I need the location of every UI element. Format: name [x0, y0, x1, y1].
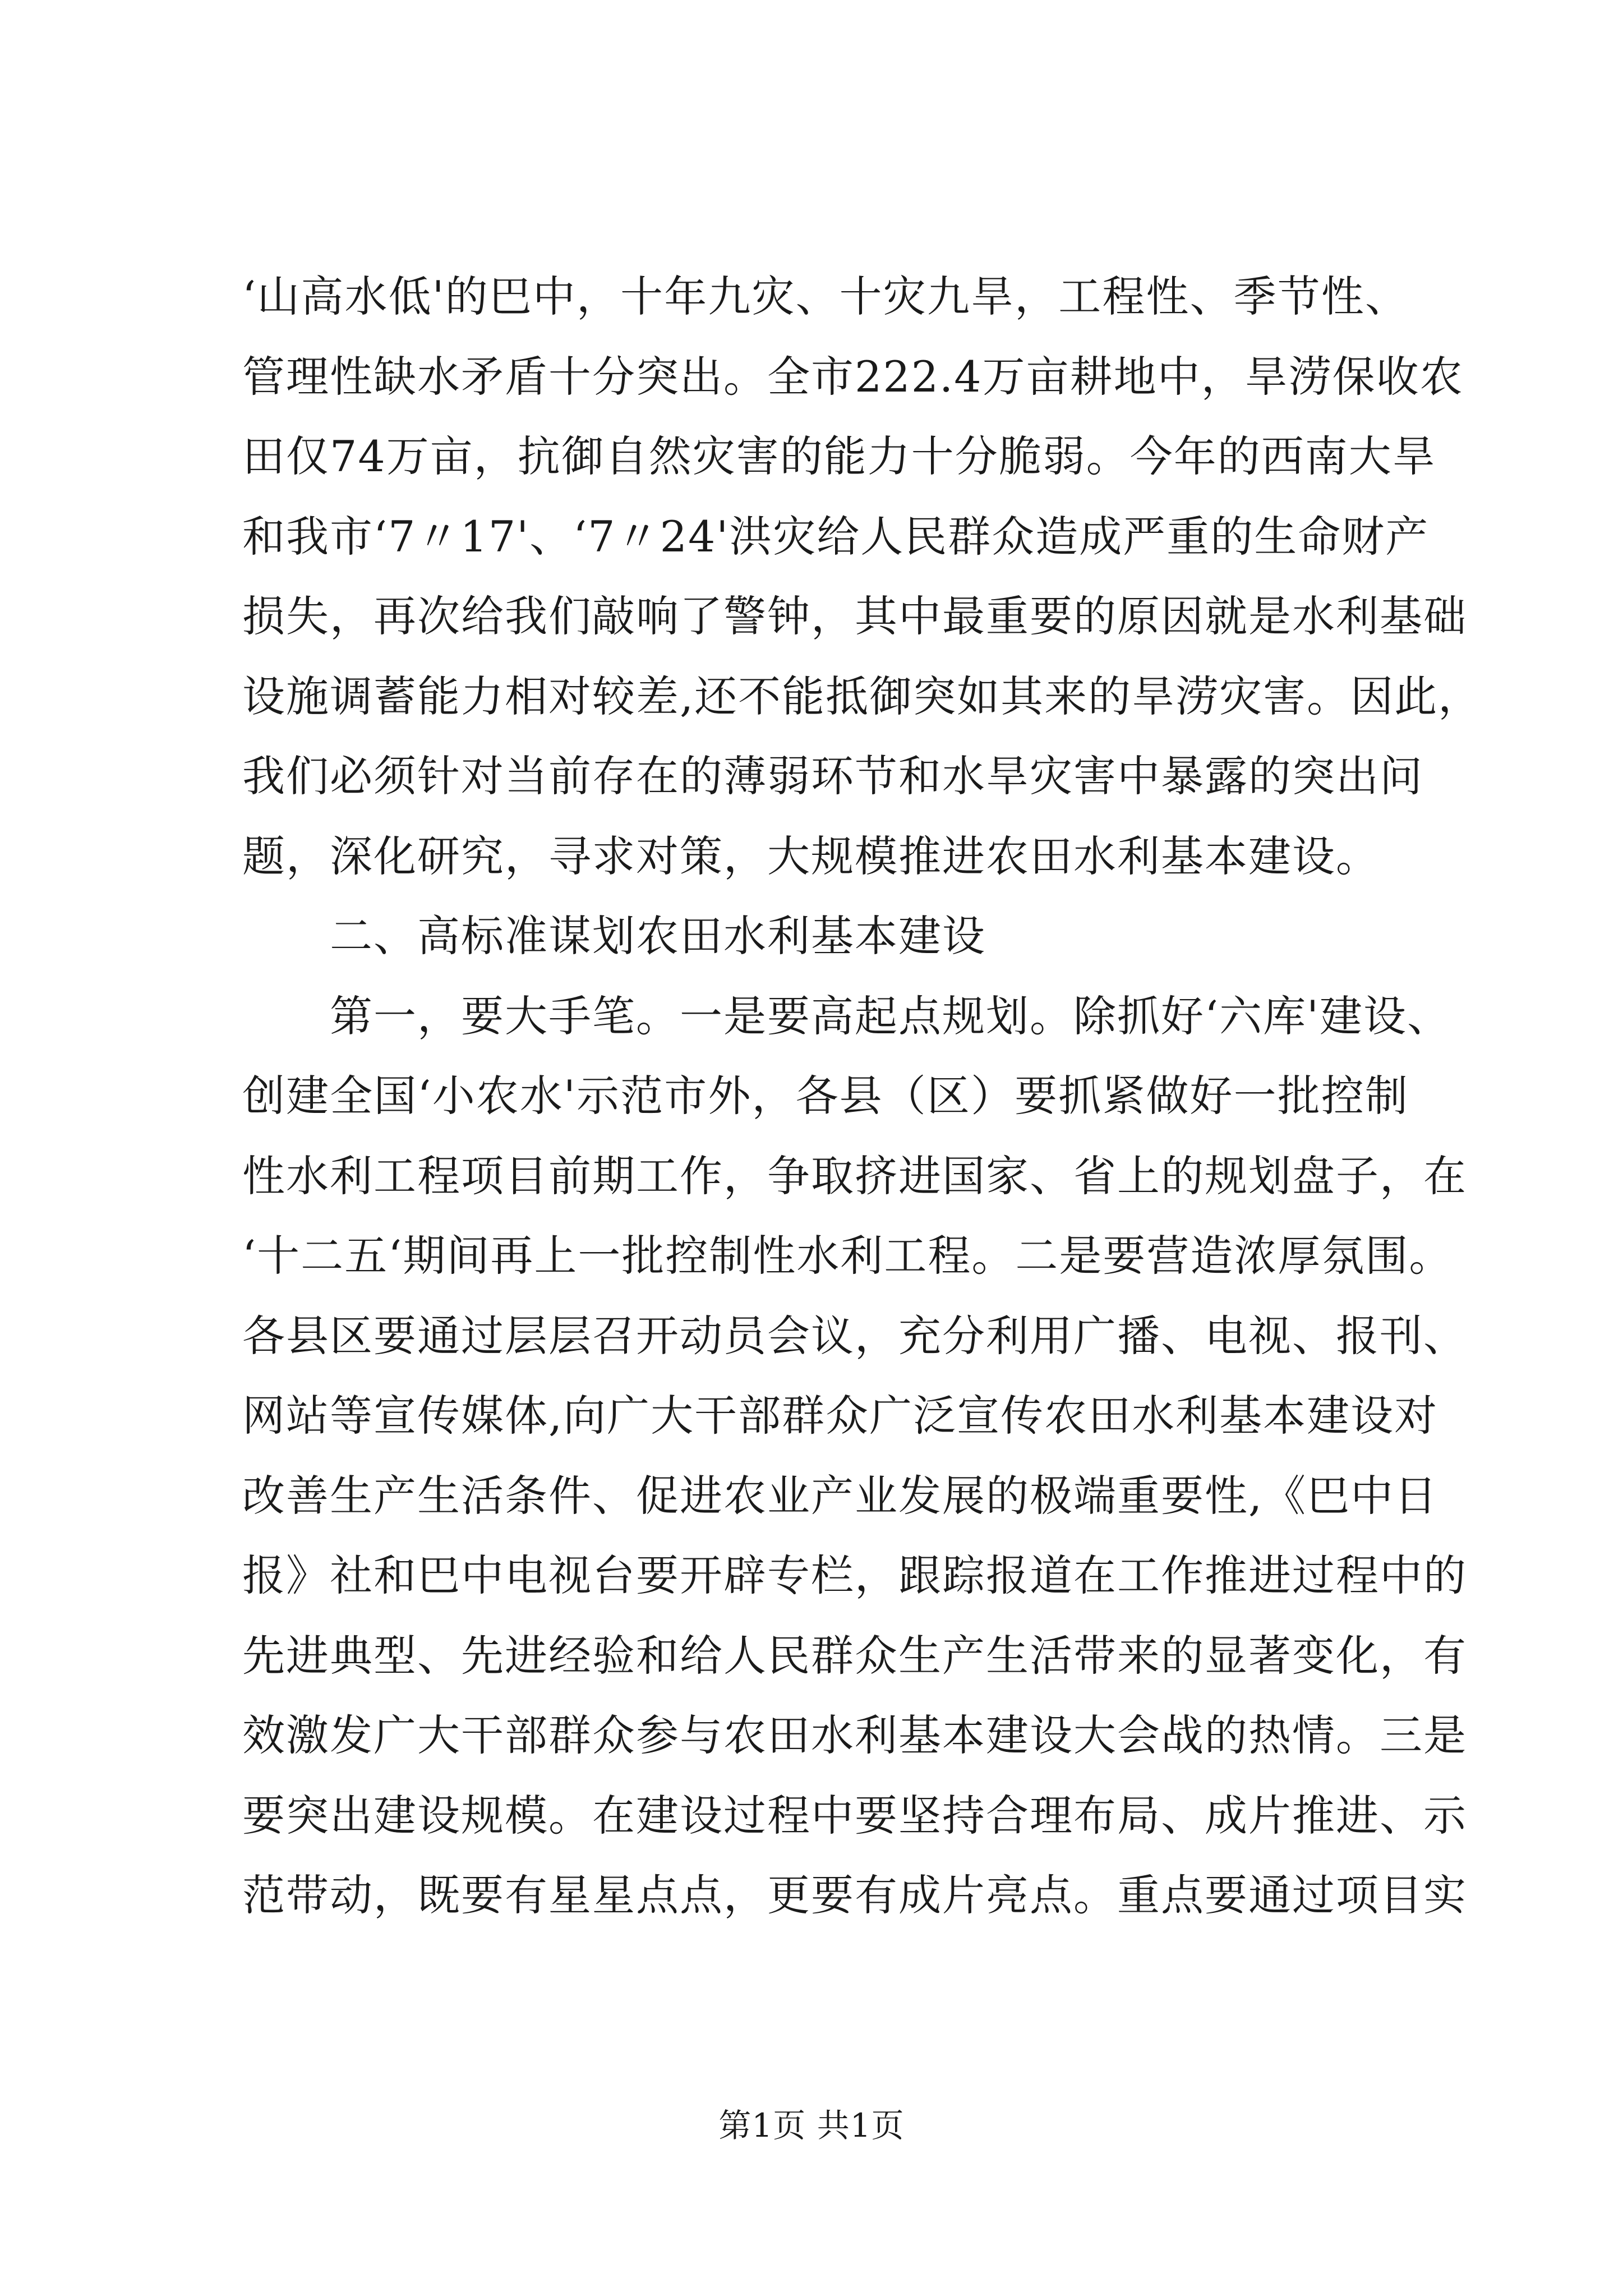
text-line: 报》社和巴中电视台要开辟专栏，跟踪报道在工作推进过程中的: [242, 1550, 1467, 1600]
section-heading: 二、高标准谋划农田水利基本建设: [330, 911, 986, 961]
text-line: 我们必须针对当前存在的薄弱环节和水旱灾害中暴露的突出问: [242, 751, 1423, 801]
text-line: 改善生产生活条件、促进农业产业发展的极端重要性,《巴中日: [242, 1470, 1438, 1521]
text-line: 各县区要通过层层召开动员会议，充分利用广播、电视、报刊、: [242, 1310, 1467, 1361]
text-line: 第一，要大手笔。一是要高起点规划。除抓好‘六库'建设、: [330, 991, 1451, 1041]
page-footer: 第1页 共1页: [718, 2106, 905, 2145]
text-line: ‘十二五‘期间再上一批控制性水利工程。二是要营造浓厚氛围。: [242, 1231, 1453, 1281]
text-line: ‘山高水低'的巴中，十年九灾、十灾九旱，工程性、季节性、: [242, 272, 1409, 321]
text-line: 性水利工程项目前期工作，争取挤进国家、省上的规划盘子，在: [242, 1151, 1467, 1201]
body-text: [242, 257, 1482, 1936]
text-line: 管理性缺水矛盾十分突出。全市222.4万亩耕地中，旱涝保收农: [242, 351, 1464, 402]
text-line: 设施调蓄能力相对较差,还不能抵御突如其来的旱涝灾害。因此，: [242, 671, 1482, 721]
text-line: 和我市‘7〃17'、‘7〃24'洪灾给人民群众造成严重的生命财产: [242, 511, 1430, 562]
text-line: 损失，再次给我们敲响了警钟，其中最重要的原因就是水利基础: [242, 591, 1467, 641]
text-line: 效激发广大干部群众参与农田水利基本建设大会战的热情。三是: [242, 1710, 1467, 1760]
text-line: 先进典型、先进经验和给人民群众生产生活带来的显著变化，有: [242, 1630, 1467, 1681]
text-line: 创建全国‘小农水'示范市外，各县（区）要抓紧做好一批控制: [242, 1071, 1409, 1121]
text-line: 要突出建设规模。在建设过程中要坚持合理布局、成片推进、示: [242, 1790, 1467, 1841]
text-line: 田仅74万亩，抗御自然灾害的能力十分脆弱。今年的西南大旱: [242, 431, 1436, 481]
text-line: 范带动，既要有星星点点，更要有成片亮点。重点要通过项目实: [242, 1870, 1467, 1920]
text-line: 网站等宣传媒体,向广大干部群众广泛宣传农田水利基本建设对: [242, 1391, 1438, 1441]
text-line: 题，深化研究，寻求对策，大规模推进农田水利基本建设。: [242, 831, 1380, 881]
